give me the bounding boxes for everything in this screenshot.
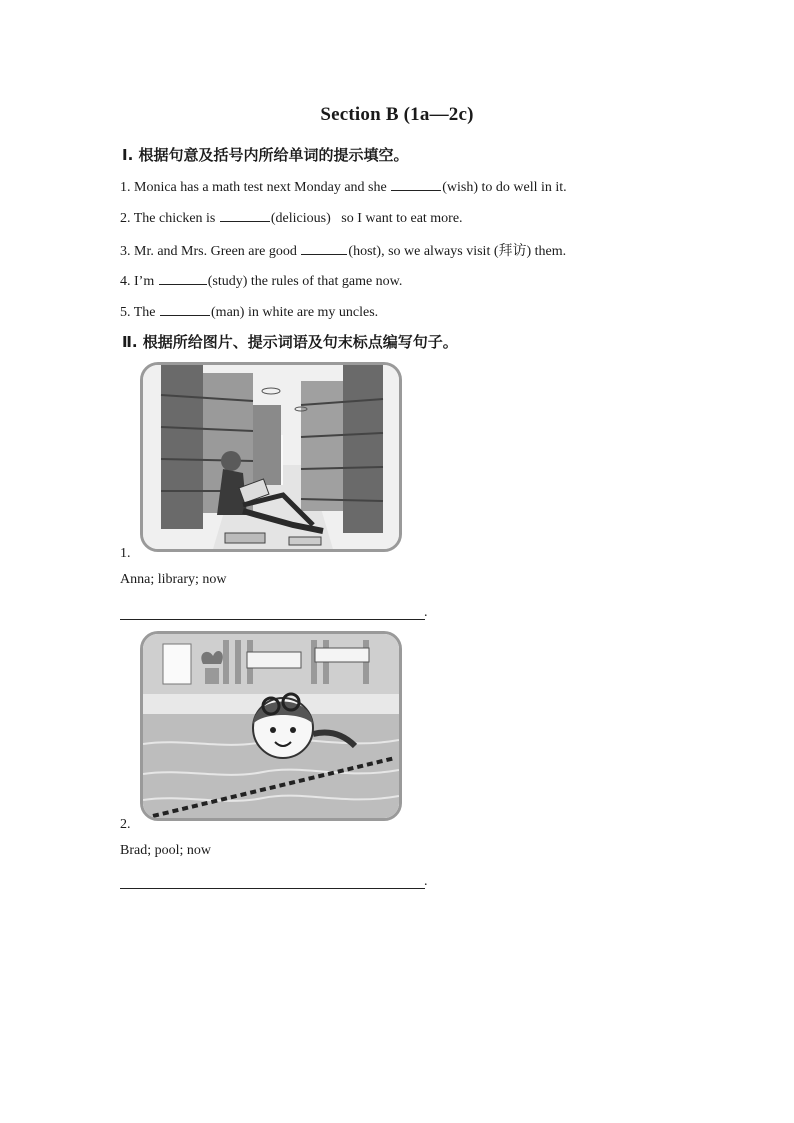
- question-text: (host), so we always visit (拜访) them.: [348, 244, 567, 259]
- item-2-answer-line[interactable]: [120, 888, 425, 889]
- question-text: (delicious) so I want to eat more.: [270, 211, 463, 226]
- item-1-end-mark: .: [424, 605, 428, 620]
- part1-heading: Ⅰ. 根据句意及括号内所给单词的提示填空。: [122, 146, 409, 164]
- answer-blank[interactable]: [160, 302, 210, 316]
- item-1-answer-line[interactable]: [120, 619, 425, 620]
- question-text: (wish) to do well in it.: [442, 180, 567, 195]
- question-text: 4. I’m: [120, 274, 158, 289]
- answer-blank[interactable]: [391, 177, 441, 191]
- question-3: [120, 240, 566, 260]
- pool-picture: [140, 631, 402, 821]
- question-text: (man) in white are my uncles.: [211, 305, 379, 320]
- library-picture: [140, 362, 402, 552]
- answer-blank[interactable]: [301, 241, 347, 255]
- question-text: (study) the rules of that game now.: [207, 274, 403, 289]
- question-text: 5. The: [120, 305, 160, 320]
- item-2-number: 2.: [120, 817, 131, 832]
- item-1-hint: Anna; library; now: [120, 572, 227, 587]
- question-text: 3. Mr. and Mrs. Green are good: [120, 244, 301, 259]
- question-5: [120, 302, 378, 321]
- answer-blank[interactable]: [159, 271, 207, 285]
- question-text: 1. Monica has a math test next Monday and she: [120, 180, 391, 195]
- question-text: 2. The chicken is: [120, 211, 219, 226]
- page-title: Section B (1a—2c): [320, 104, 474, 125]
- part2-heading: Ⅱ. 根据所给图片、提示词语及句末标点编写句子。: [122, 333, 458, 351]
- question-4: [120, 271, 402, 290]
- item-2-end-mark: .: [424, 874, 428, 889]
- item-2-hint: Brad; pool; now: [120, 843, 211, 858]
- question-2: [120, 208, 463, 227]
- question-1: [120, 177, 567, 196]
- answer-blank[interactable]: [220, 208, 270, 222]
- item-1-number: 1.: [120, 546, 131, 561]
